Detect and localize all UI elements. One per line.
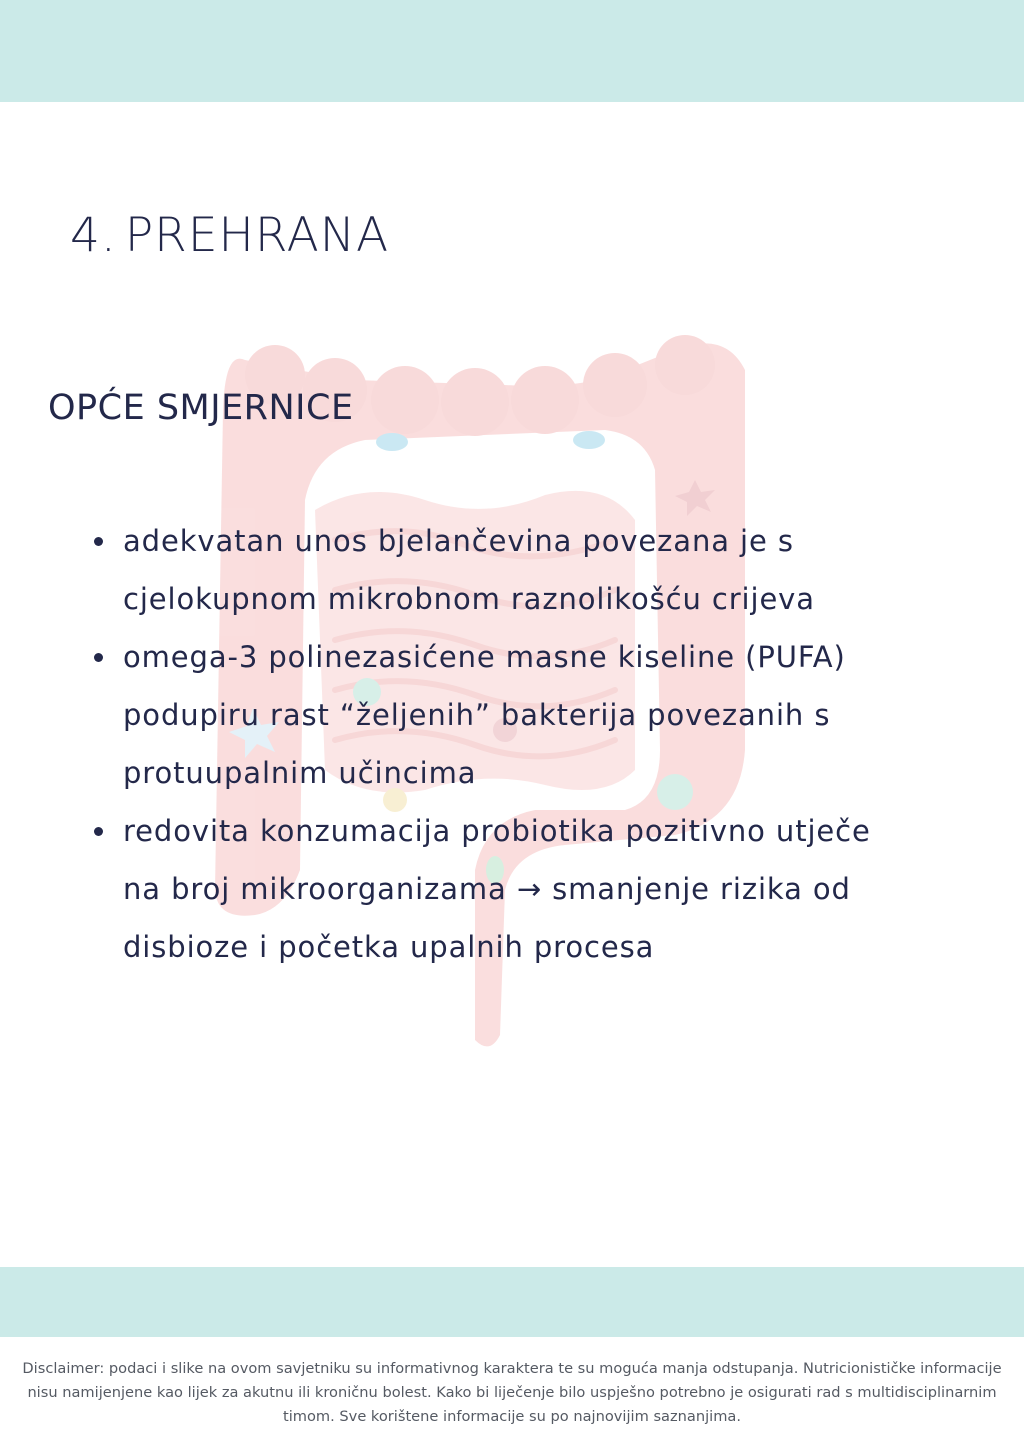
disclaimer-line: nisu namijenjene kao lijek za akutnu ili kroničnu bolest. Kako bi liječenje bilo uspješno potrebno je osigurati rad s multidisciplinarnim bbox=[27, 1384, 997, 1401]
bullet-icon bbox=[94, 653, 103, 662]
list-item-line: protuupalnim učincima bbox=[123, 756, 477, 790]
guidelines-list bbox=[92, 512, 942, 976]
list-item bbox=[92, 802, 942, 976]
list-item-line: disbioze i početka upalnih procesa bbox=[123, 930, 655, 964]
list-item-line: na broj mikroorganizama → smanjenje rizika od bbox=[123, 872, 851, 906]
section-heading: OPĆE SMJERNICE bbox=[48, 388, 354, 428]
bullet-icon bbox=[94, 827, 103, 836]
disclaimer bbox=[0, 1357, 1024, 1429]
list-item-line: podupiru rast “željenih” bakterija povezanih s bbox=[123, 698, 831, 732]
list-item-line: adekvatan unos bjelančevina povezana je s bbox=[123, 524, 794, 558]
bullet-icon bbox=[94, 537, 103, 546]
title-text: PREHRANA bbox=[124, 208, 390, 263]
title-number: 4. bbox=[70, 208, 117, 263]
disclaimer-line: timom. Sve korištene informacije su po najnovijim saznanjima. bbox=[283, 1408, 741, 1425]
header-band bbox=[0, 0, 1024, 102]
footer-band bbox=[0, 1267, 1024, 1337]
page-title bbox=[70, 208, 389, 263]
list-item-line: omega-3 polinezasićene masne kiseline (PUFA) bbox=[123, 640, 846, 674]
disclaimer-line: Disclaimer: podaci i slike na ovom savjetniku su informativnog karaktera te su moguća manja odstupanja. Nutricionističke informacije bbox=[22, 1360, 1002, 1377]
list-item bbox=[92, 512, 942, 628]
list-item-line: redovita konzumacija probiotika pozitivno utječe bbox=[123, 814, 871, 848]
list-item bbox=[92, 628, 942, 802]
list-item-line: cjelokupnom mikrobnom raznolikošću crijeva bbox=[123, 582, 815, 616]
